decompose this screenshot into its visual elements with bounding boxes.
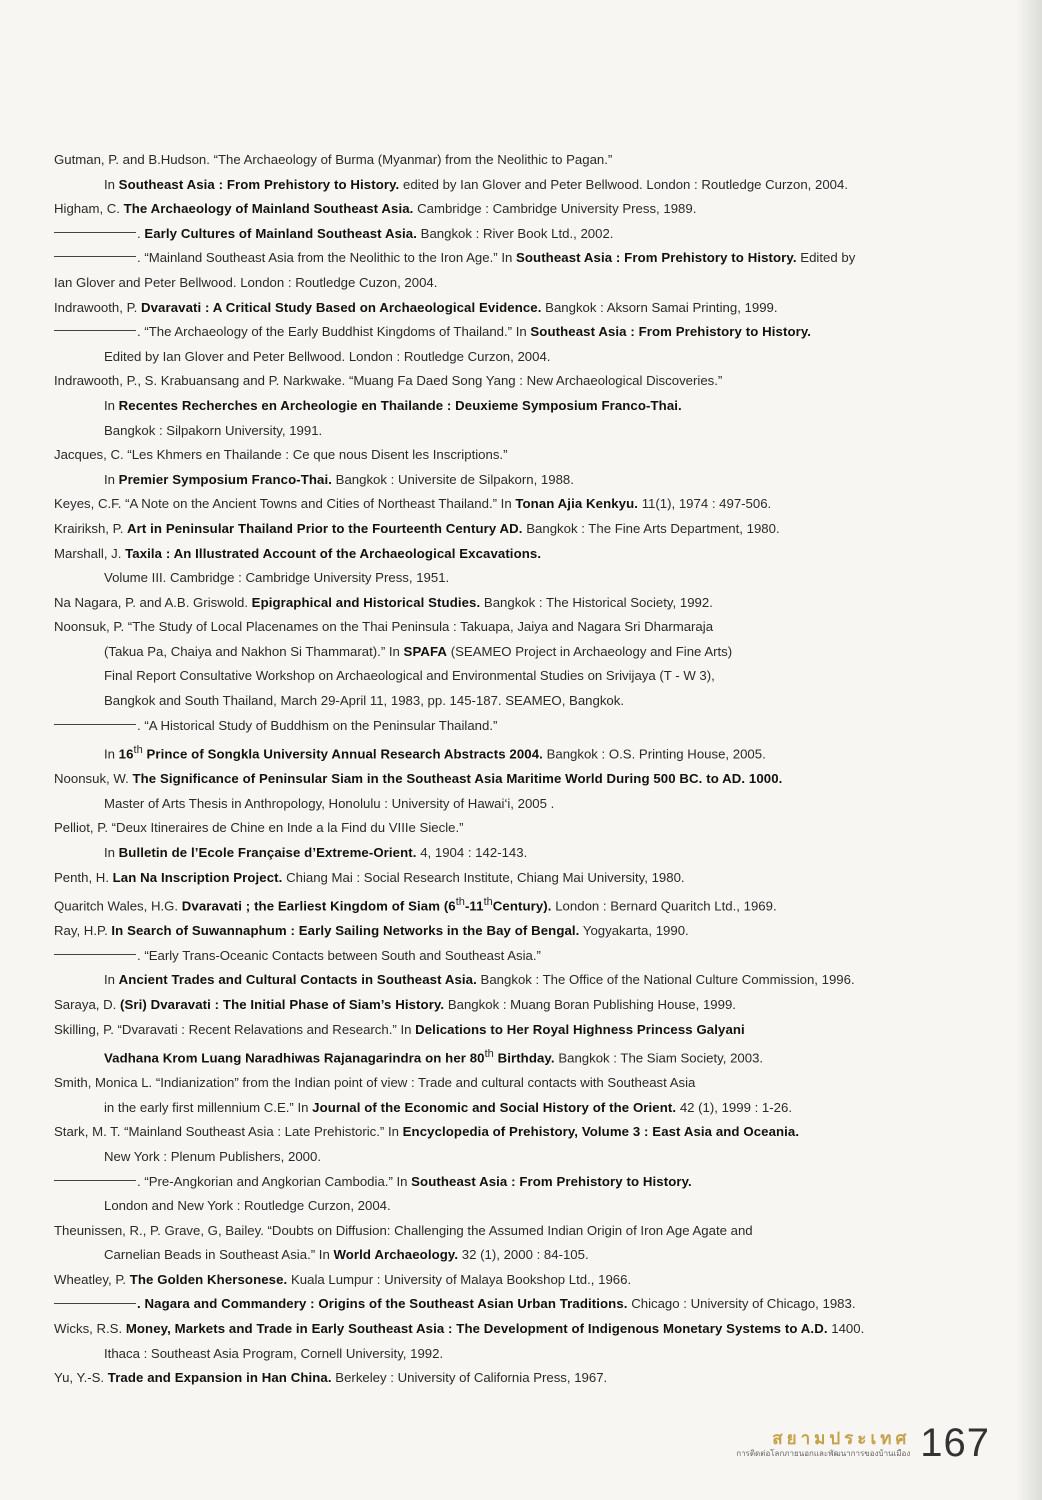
bold-title: In Search of Suwannaphum : Early Sailing Networks in the Bay of Bengal. (111, 923, 580, 939)
bold-title: Dvaravati ; the Earliest Kingdom of Siam (6 (181, 898, 456, 914)
same-author-dash (54, 256, 136, 257)
bold-title: Dvaravati : A Critical Study Based on Archaeological Evidence. (141, 299, 542, 315)
citation-text: Master of Arts Thesis in Anthropology, Honolulu : University of Hawai‘i, 2005 . (104, 795, 555, 811)
citation-text: Carnelian Beads in Southeast Asia.” In (104, 1247, 334, 1263)
bibliography-entry (54, 1317, 1004, 1342)
citation-text: (Takua Pa, Chaiya and Nakhon Si Thammarat).” In (104, 643, 404, 659)
citation-text: Na Nagara, P. and A.B. Griswold. (54, 594, 252, 610)
bold-title: The Significance of Peninsular Siam in the Southeast Asia Maritime World During 500 BC. to AD. 1000. (132, 771, 783, 787)
citation-text: . (137, 225, 145, 241)
bibliography-continuation-line (54, 1042, 1004, 1071)
page-number: 167 (920, 1421, 990, 1465)
bold-title: Encyclopedia of Prehistory, Volume 3 : East Asia and Oceania. (402, 1124, 800, 1140)
citation-text: 1400. (827, 1321, 865, 1337)
bibliography-entry (54, 320, 1004, 345)
bibliography-entry (54, 944, 1004, 969)
bold-title: Tonan Ajia Kenkyu. (515, 496, 639, 512)
brand-title: สยามประเทศ (772, 1429, 911, 1449)
bibliography-continuation-line (54, 1194, 1004, 1219)
same-author-dash (54, 330, 136, 331)
citation-text: Bangkok and South Thailand, March 29-April 11, 1983, pp. 145-187. SEAMEO, Bangkok. (104, 693, 625, 709)
bold-title: Century). (492, 898, 552, 914)
citation-text: In (104, 176, 119, 192)
citation-text: Berkeley : University of California Press, 1967. (331, 1370, 608, 1386)
publication-brand (736, 1430, 910, 1460)
bold-title: Recentes Recherches en Archeologie en Thailande : Deuxieme Symposium Franco-Thai. (118, 397, 682, 413)
bibliography-entry (54, 1268, 1004, 1293)
bold-title: Early Cultures of Mainland Southeast Asia. (144, 225, 417, 241)
bold-title: 16 (118, 746, 134, 762)
bibliography-entry (54, 1366, 1004, 1391)
citation-text: Bangkok : Aksorn Samai Printing, 1999. (541, 299, 778, 315)
citation-text: Higham, C. (54, 201, 124, 217)
bibliography-entry (54, 296, 1004, 321)
bold-title: Delications to Her Royal Highness Princess Galyani (415, 1021, 745, 1037)
bibliography-entry (54, 919, 1004, 944)
citation-text: Marshall, J. (54, 545, 126, 561)
bibliography-entry (54, 1292, 1004, 1317)
bibliography-continuation-line (54, 664, 1004, 689)
citation-text: Edited by Ian Glover and Peter Bellwood. London : Routledge Curzon, 2004. (104, 348, 551, 364)
bold-title: The Golden Khersonese. (129, 1271, 288, 1287)
bold-title: The Archaeology of Mainland Southeast Asia. (123, 201, 414, 217)
superscript: th (455, 896, 465, 909)
citation-text: Saraya, D. (54, 996, 120, 1012)
bibliography-entry (54, 816, 1004, 841)
citation-text: Bangkok : The Office of the National Culture Commission, 1996. (476, 972, 855, 988)
citation-text: New York : Plenum Publishers, 2000. (104, 1148, 321, 1164)
bibliography-continuation-line (54, 792, 1004, 817)
citation-text: Stark, M. T. “Mainland Southeast Asia : Late Prehistoric.” In (54, 1124, 403, 1140)
bibliography-entry (54, 615, 1004, 640)
citation-text: (SEAMEO Project in Archaeology and Fine Arts) (447, 643, 733, 659)
brand-subtitle: การติดต่อโลกภายนอกและพัฒนาการของบ้านเมือง (736, 1449, 911, 1458)
citation-text: Ray, H.P. (54, 923, 112, 939)
bibliography-entry (54, 767, 1004, 792)
citation-text: Noonsuk, P. “The Study of Local Placenames on the Thai Peninsula : Takuapa, Jaiya and Nagara Sri Dharmaraja (54, 619, 714, 635)
bold-title: Epigraphical and Historical Studies. (251, 594, 481, 610)
bibliography-entry (54, 1170, 1004, 1195)
bold-title: (Sri) Dvaravati : The Initial Phase of Siam’s History. (119, 996, 445, 1012)
bibliography-entry (54, 148, 1004, 173)
citation-text: Smith, Monica L. “Indianization” from the Indian point of view : Trade and cultural contacts with Southeast Asia (54, 1075, 696, 1091)
bibliography-continuation-line (54, 419, 1004, 444)
citation-text: In (104, 746, 119, 762)
bibliography-entry (54, 591, 1004, 616)
citation-text: Krairiksh, P. (54, 520, 128, 536)
citation-text: Cambridge : Cambridge University Press, 1989. (413, 201, 697, 217)
bibliography-continuation-line (54, 1342, 1004, 1367)
bibliography-continuation-line (54, 394, 1004, 419)
bibliography-continuation-line (54, 841, 1004, 866)
bibliography-entry (54, 271, 1004, 296)
bibliography-entry (54, 993, 1004, 1018)
citation-text: Edited by (796, 250, 856, 266)
bold-title: Art in Peninsular Thailand Prior to the Fourteenth Century AD. (127, 520, 523, 536)
page-edge-shadow (1016, 0, 1042, 1500)
bibliography-continuation-line (54, 640, 1004, 665)
citation-text: Bangkok : The Fine Arts Department, 1980. (522, 520, 780, 536)
bibliography-entry (54, 197, 1004, 222)
bibliography-entry (54, 443, 1004, 468)
citation-text: Bangkok : The Historical Society, 1992. (480, 594, 713, 610)
bold-title: Southeast Asia : From Prehistory to History. (411, 1173, 692, 1189)
same-author-dash (54, 724, 136, 725)
citation-text: Bangkok : The Siam Society, 2003. (554, 1050, 764, 1066)
bold-title: World Archaeology. (333, 1247, 459, 1263)
bold-title: -11 (464, 898, 484, 914)
citation-text: Theunissen, R., P. Grave, G, Bailey. “Doubts on Diffusion: Challenging the Assumed Indian Origin of Iron Age Agate and (54, 1222, 753, 1238)
bibliography-entry (54, 369, 1004, 394)
bibliography-continuation-line (54, 1243, 1004, 1268)
bibliography-entry (54, 542, 1004, 567)
superscript: th (483, 896, 493, 909)
citation-text: Kuala Lumpur : University of Malaya Bookshop Ltd., 1966. (287, 1271, 632, 1287)
bibliography-continuation-line (54, 468, 1004, 493)
bibliography-entry (54, 1018, 1004, 1043)
bibliography-continuation-line (54, 345, 1004, 370)
citation-text: Volume III. Cambridge : Cambridge University Press, 1951. (104, 570, 450, 586)
citation-text: Ian Glover and Peter Bellwood. London : Routledge Cuzon, 2004. (54, 274, 438, 290)
superscript: th (484, 1048, 494, 1061)
bibliography-entry (54, 517, 1004, 542)
citation-text: 11(1), 1974 : 497-506. (638, 496, 772, 512)
citation-text: Gutman, P. and B.Hudson. “The Archaeology of Burma (Myanmar) from the Neolithic to Pagan.” (54, 152, 613, 167)
citation-text: In (104, 845, 119, 861)
bold-title: Taxila : An Illustrated Account of the Archaeological Excavations. (125, 545, 542, 561)
citation-text: Pelliot, P. “Deux Itineraires de Chine en Inde a la Find du VIIIe Siecle.” (54, 820, 464, 836)
bold-title: Money, Markets and Trade in Early Southeast Asia : The Development of Indigenous Monetary Systems to A.D. (125, 1321, 828, 1337)
citation-text: Indrawooth, P., S. Krabuansang and P. Narkwake. “Muang Fa Daed Song Yang : New Archaeological Discoveries.” (54, 373, 723, 389)
citation-text: Indrawooth, P. (54, 299, 141, 315)
bold-title: Vadhana Krom Luang Naradhiwas Rajanagarindra on her 80 (104, 1050, 485, 1066)
bold-title: SPAFA (403, 643, 448, 659)
page-footer (736, 1418, 990, 1478)
citation-text: . “Pre-Angkorian and Angkorian Cambodia.” In (137, 1173, 412, 1189)
same-author-dash (54, 1303, 136, 1304)
bold-title: Southeast Asia : From Prehistory to History. (515, 250, 797, 266)
bold-title: Journal of the Economic and Social History of the Orient. (312, 1099, 677, 1115)
bibliography-entry (54, 246, 1004, 271)
citation-text: . “Mainland Southeast Asia from the Neolithic to the Iron Age.” In (137, 250, 516, 266)
bibliography-continuation-line (54, 968, 1004, 993)
bold-title: Lan Na Inscription Project. (112, 869, 283, 885)
bibliography-entry (54, 1071, 1004, 1096)
bold-title: Bulletin de l’Ecole Française d’Extreme-Orient. (118, 845, 417, 861)
citation-text: Bangkok : Universite de Silpakorn, 1988. (332, 471, 574, 487)
citation-text: 32 (1), 2000 : 84-105. (458, 1247, 589, 1263)
citation-text: . “The Archaeology of the Early Buddhist Kingdoms of Thailand.” In (137, 324, 531, 340)
citation-text: Bangkok : Muang Boran Publishing House, 1999. (444, 996, 736, 1012)
citation-text: Noonsuk, W. (54, 771, 133, 787)
bibliography-continuation-line (54, 566, 1004, 591)
bibliography-entry (54, 866, 1004, 891)
citation-text: Bangkok : River Book Ltd., 2002. (416, 225, 614, 241)
bibliography-entry (54, 222, 1004, 247)
bibliography-continuation-line (54, 173, 1004, 198)
bold-title: Trade and Expansion in Han China. (107, 1370, 332, 1386)
bibliography-continuation-line (54, 738, 1004, 767)
bold-title: Ancient Trades and Cultural Contacts in Southeast Asia. (118, 972, 477, 988)
bibliography-entry (54, 714, 1004, 739)
citation-text: . “A Historical Study of Buddhism on the Peninsular Thailand.” (137, 717, 498, 733)
bibliography-continuation-line (54, 1145, 1004, 1170)
citation-text: Yu, Y.-S. (54, 1370, 108, 1386)
citation-text: Quaritch Wales, H.G. (54, 898, 182, 914)
bold-title: . Nagara and Commandery : Origins of the Southeast Asian Urban Traditions. (137, 1296, 628, 1312)
citation-text: Wheatley, P. (54, 1271, 130, 1287)
citation-text: Skilling, P. “Dvaravati : Recent Relavations and Research.” In (54, 1021, 416, 1037)
citation-text: London : Bernard Quaritch Ltd., 1969. (551, 898, 777, 914)
bold-title: Prince of Songkla University Annual Research Abstracts 2004. (142, 746, 543, 762)
bibliography-entry (54, 890, 1004, 919)
bold-title: Birthday. (493, 1050, 555, 1066)
citation-text: Yogyakarta, 1990. (579, 923, 689, 939)
citation-text: in the early first millennium C.E.” In (104, 1099, 313, 1115)
same-author-dash (54, 954, 136, 955)
citation-text: edited by Ian Glover and Peter Bellwood. London : Routledge Curzon, 2004. (399, 176, 848, 192)
citation-text: 42 (1), 1999 : 1-26. (676, 1099, 792, 1115)
citation-text: Bangkok : O.S. Printing House, 2005. (542, 746, 766, 762)
citation-text: In (104, 972, 119, 988)
citation-text: London and New York : Routledge Curzon, 2004. (104, 1198, 391, 1214)
bold-title: Premier Symposium Franco-Thai. (118, 471, 332, 487)
same-author-dash (54, 232, 136, 233)
superscript: th (133, 744, 143, 757)
same-author-dash (54, 1180, 136, 1181)
citation-text: Chicago : University of Chicago, 1983. (627, 1296, 856, 1312)
bibliography-continuation-line (54, 1096, 1004, 1121)
citation-text: In (104, 471, 119, 487)
bibliography-list (54, 148, 1004, 1391)
bibliography-continuation-line (54, 689, 1004, 714)
bibliography-entry (54, 492, 1004, 517)
bold-title: Southeast Asia : From Prehistory to History. (530, 324, 812, 340)
citation-text: . “Early Trans-Oceanic Contacts between South and Southeast Asia.” (137, 947, 541, 963)
citation-text: Keyes, C.F. “A Note on the Ancient Towns and Cities of Northeast Thailand.” In (54, 496, 516, 512)
citation-text: Ithaca : Southeast Asia Program, Cornell University, 1992. (104, 1345, 444, 1361)
citation-text: Penth, H. (54, 869, 113, 885)
bibliography-entry (54, 1219, 1004, 1244)
citation-text: 4, 1904 : 142-143. (416, 845, 528, 861)
citation-text: Chiang Mai : Social Research Institute, Chiang Mai University, 1980. (282, 869, 685, 885)
bibliography-entry (54, 1120, 1004, 1145)
citation-text: Final Report Consultative Workshop on Archaeological and Environmental Studies on Srivijaya (T - W 3), (104, 668, 715, 684)
citation-text: Jacques, C. “Les Khmers en Thailande : Ce que nous Disent les Inscriptions.” (54, 447, 508, 463)
citation-text: Wicks, R.S. (54, 1321, 126, 1337)
citation-text: In (104, 397, 119, 413)
citation-text: Bangkok : Silpakorn University, 1991. (104, 422, 323, 438)
bold-title: Southeast Asia : From Prehistory to History. (118, 176, 400, 192)
